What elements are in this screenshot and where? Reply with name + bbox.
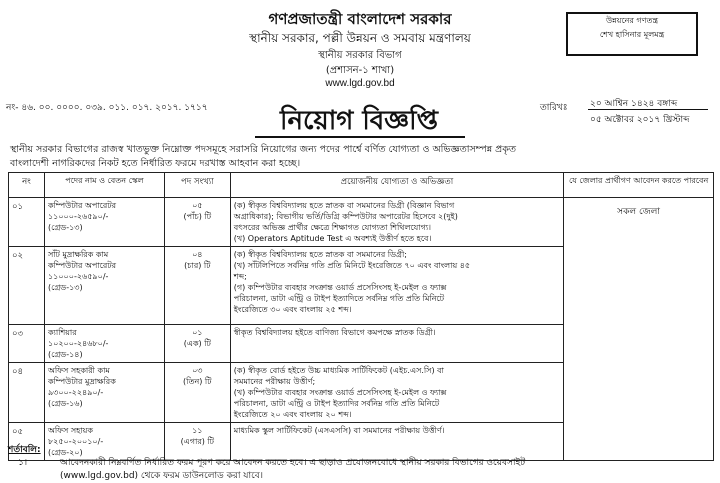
qual-line: সমমানের পরীক্ষায় উত্তীর্ণ; (233, 377, 316, 386)
header-count: পদ সংখ্যা (164, 173, 230, 198)
title-underline (255, 136, 465, 138)
pay-scale: ১০২০০-২৪৬৮০/- (47, 339, 109, 348)
qual-line: (গ) কম্পিউটার ব্যবহার সংক্রান্ত ওয়ার্ড প্রসেসিংসহ ই-মেইল ও ফ্যাক্স (233, 283, 447, 292)
condition-line-2: (www.lgd.gov.bd) থেকে ফরম ডাউনলোড করা যাবে। (60, 471, 263, 481)
qual-line: ইংরেজিতে ৩০ এবং বাংলায় ২৫ শব্দ। (233, 305, 352, 314)
row-serial: ০৫ (9, 423, 45, 461)
title-block (248, 100, 470, 136)
ministry-heading: স্থানীয় সরকার, পল্লী উন্নয়ন ও সমবায় মন্ত্রণালয় (249, 31, 471, 45)
count-words: (পাঁচ) টি (183, 212, 212, 221)
grade: (গ্রেড-১৪) (47, 350, 83, 359)
division-heading: স্থানীয় সরকার বিভাগ (318, 50, 402, 61)
qual-line: পরিচালনা, ডাটা এন্ট্রি ও টাইপ ইত্যাদিতে সর্বনিম্ন গতি প্রতি মিনিটে (233, 294, 445, 303)
date-english: ০৫ অক্টোবর ২০১৭ খ্রিস্টাব্দ (590, 115, 690, 125)
row-serial: ০২ (9, 247, 45, 325)
qual-line: শব্দ; (233, 272, 247, 281)
grade: (গ্রেড-২০) (47, 448, 83, 457)
post-name: ক্যাশিয়ার (47, 328, 77, 337)
post-name: কম্পিউটার অপারেটর (47, 201, 117, 210)
vacancy-table (8, 172, 714, 461)
condition-number: ১। (18, 458, 28, 468)
count-words: (এক) টি (183, 339, 211, 348)
qual-line: (ক) স্বীকৃত বিশ্ববিদ্যালয় হতে স্নাতক বা সমমানের ডিগ্রী; (233, 250, 407, 259)
count-number: ০১ (192, 328, 203, 337)
table-header-row (9, 173, 714, 198)
header-post: পদের নাম ও বেতন স্কেল (44, 173, 164, 198)
qual-line: স্বীকৃত বিশ্ববিদ্যালয় হইতে বাণিজ্য বিভাগে কমপক্ষে স্নাতক ডিগ্রী। (233, 328, 436, 337)
row-qualification (230, 325, 563, 363)
grade: (গ্রেড-১৩) (47, 223, 83, 232)
post-name: সাঁট মুদ্রাক্ষরিক কাম (47, 250, 109, 259)
govt-heading: গণপ্রজাতন্ত্রী বাংলাদেশ সরকার (268, 10, 452, 28)
header-district: যে জেলার প্রার্থীগণ আবেদন করতে পারবেন (564, 173, 714, 198)
count-number: ০৪ (192, 250, 203, 259)
conditions-heading: শর্তাবলি: (8, 445, 41, 455)
header-qualification: প্রয়োজনীয় যোগ্যতা ও অভিজ্ঞতা (230, 173, 563, 198)
pay-scale: ৯৩০০-২২৪৯০/- (47, 388, 104, 397)
row-serial: ০৪ (9, 363, 45, 423)
memo-number: নং- ৪৬. ০০. ০০০০. ০৩৯. ০১১. ০১৭. ২০১৭. ১৭১৭ (6, 103, 208, 113)
row-count (164, 325, 230, 363)
notice-title: নিয়োগ বিজ্ঞপ্তি (280, 106, 438, 136)
pay-scale: ৮২৫০-২০০১০/- (47, 437, 104, 446)
row-qualification (230, 247, 563, 325)
row-count (164, 247, 230, 325)
count-words: (তিন) টি (183, 377, 212, 386)
qual-line: (খ) সাঁটলিপিতে সর্বনিম্ন গতি প্রতি মিনিটে ইংরেজিতে ৭০ এবং বাংলায় ৪৫ (233, 261, 471, 270)
date-divider (588, 109, 708, 110)
row-qualification (230, 198, 563, 247)
count-number: ০৫ (192, 201, 203, 210)
header-serial: নং (9, 173, 45, 198)
slogan-box (566, 12, 698, 56)
qual-line: ইংরেজিতে ২০ এবং বাংলায় ২০ শব্দ। (233, 410, 352, 419)
row-post (44, 325, 164, 363)
date-bangla: ২০ আশ্বিন ১৪২৪ বঙ্গাব্দ (590, 99, 678, 109)
count-words: (এগার) টি (180, 437, 215, 446)
qual-line: বৎসরের অভিজ্ঞ প্রার্থীর ক্ষেত্রে শিক্ষাগত যোগ্যতা শিথিলযোগ্য। (233, 223, 432, 232)
grade: (গ্রেড-১৩) (47, 283, 83, 292)
pay-scale: ১১০০০-২৬৫৯০/- (47, 212, 109, 221)
qual-line: মাধ্যমিক স্কুল সার্টিফিকেট (এসএসসি) বা সমমানের পরীক্ষায় উত্তীর্ণ। (233, 426, 445, 435)
row-qualification (230, 363, 563, 423)
slogan-line-1: উন্নয়নের গণতন্ত্র (605, 16, 659, 25)
row-serial: ০৩ (9, 325, 45, 363)
condition-line-1: আবেদনকারী নিম্নবর্ণিত নির্ধারিত ফরম পূরণ করে আবেদন করতে হবে। এ ছাড়াও প্রযোজনবোধে স্থানীয় সরকার বিভাগের ওয়েবসাইট (60, 458, 526, 468)
pay-scale: ১১০০০-২৬৫৯০/- (47, 272, 109, 281)
row-post (44, 363, 164, 423)
row-count (164, 198, 230, 247)
count-number: ০৩ (192, 366, 203, 375)
qual-line: পরিচালনা, ডাটা এন্ট্রি ও টাইপ ইত্যাদির সর্বনিম্ন গতি প্রতি মিনিটে (233, 399, 440, 408)
row-count (164, 363, 230, 423)
qual-line: (ক) স্বীকৃত বোর্ড হইতে উচ্চ মাধ্যমিক সার্টিফিকেট (এইচ.এস.সি) বা (233, 366, 444, 375)
row-post (44, 198, 164, 247)
post-name-cont: কম্পিউটার অপারেটর (47, 261, 117, 270)
qual-line: (ক) স্বীকৃত বিশ্ববিদ্যালয় হতে স্নাতক বা সমমানের ডিগ্রী (বিজ্ঞান বিভাগ (233, 201, 455, 210)
section-heading: (প্রশাসন-১ শাখা) (325, 65, 395, 76)
post-name: অফিস সহায়ক (47, 426, 93, 435)
intro-line-2: বাংলাদেশী নাগরিকদের নিকট হতে নির্ধারিত ফরমে দরখাস্ত আহবান করা হচ্ছে। (10, 158, 301, 169)
district-value: সকল জেলা (617, 207, 661, 217)
qual-line: (খ) কম্পিউটার ব্যবহার সংক্রান্ত ওয়ার্ড প্রসেসিংসহ ই-মেইল ও ফ্যাক্স (233, 388, 447, 397)
count-number: ১১ (192, 426, 203, 435)
slogan-line-2: শেখ হাসিনার মূলমন্ত্র (599, 30, 665, 39)
district-cell (564, 198, 714, 461)
count-words: (চার) টি (184, 261, 211, 270)
post-name: অফিস সহকারী কাম (47, 366, 110, 375)
grade: (গ্রেড-১৬) (47, 399, 83, 408)
date-label: তারিখঃ (540, 103, 568, 113)
row-post (44, 247, 164, 325)
table-row (9, 198, 714, 247)
intro-line-1: স্থানীয় সরকার বিভাগের রাজস্ব খাতভুক্ত নিম্নোক্ত পদসমূহে সরাসরি নিয়োগের জন্য পদের পার্শ্বে বর্ণিত যোগ্যতা ও অভিজ্ঞতাসম্পন্ন প্রকৃত (10, 144, 517, 155)
row-serial: ০১ (9, 198, 45, 247)
qual-line: অগ্রাধিকার); বিভাগীয় ভর্তি/ডিগ্রি কম্পিউটার অপারেটর হিসেবে ২(দুই) (233, 212, 458, 221)
qual-line: (খ) Operators Aptitude Test এ অবশ্যই উত্তীর্ণ হতে হবে। (233, 234, 432, 243)
post-name-cont: কম্পিউটার মুদ্রাক্ষরিক (47, 377, 116, 386)
website-url: www.lgd.gov.bd (325, 78, 395, 89)
